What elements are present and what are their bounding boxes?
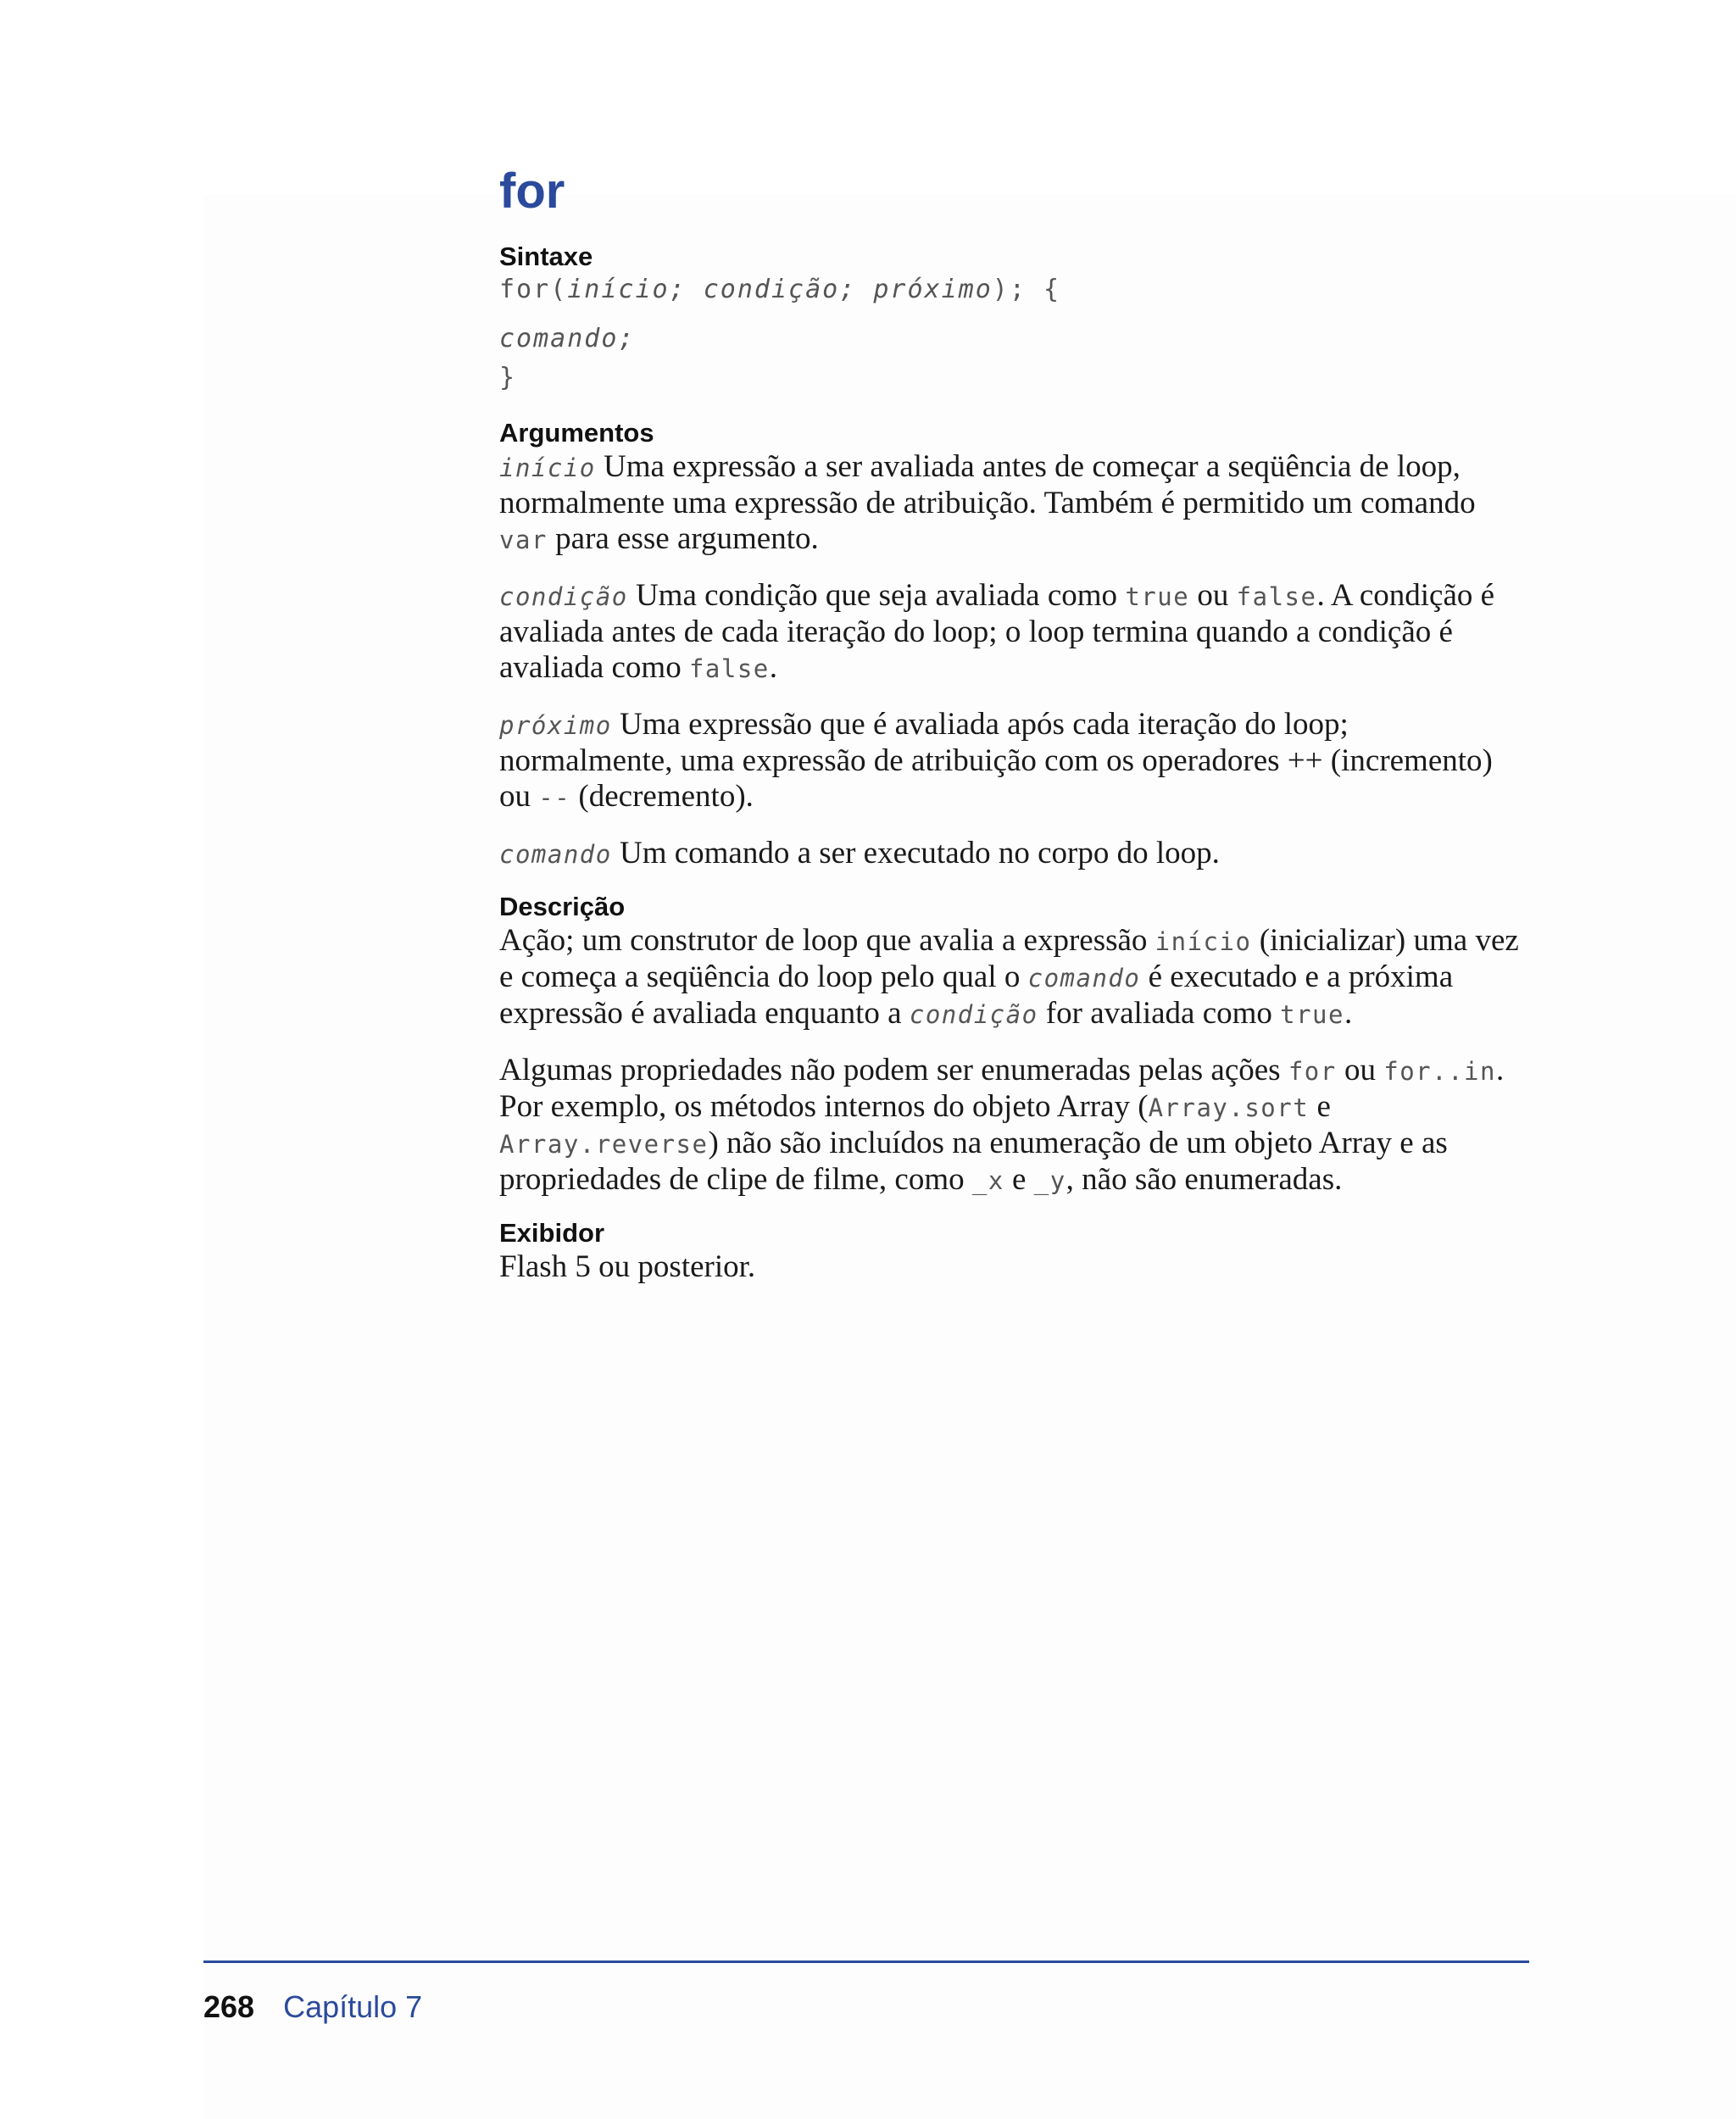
argument-name: condição — [499, 582, 628, 611]
chapter-label: Capítulo 7 — [283, 1989, 423, 2024]
description-text: (inicializar) uma vez e começa a seqüência do loop pelo qual o — [499, 923, 1519, 994]
description-text: e — [1309, 1089, 1331, 1124]
description-text: ou — [1336, 1053, 1384, 1087]
description-text: Ação; um construtor de loop que avalia a expressão — [499, 923, 1155, 958]
argument-text: . — [769, 650, 778, 685]
player-text: Flash 5 ou posterior. — [499, 1249, 756, 1284]
syntax-line-2 — [499, 322, 1529, 356]
argument-name: comando — [499, 840, 612, 869]
description-text: e — [1004, 1162, 1034, 1197]
inline-code: false — [1236, 582, 1317, 611]
syntax-tail: ); { — [992, 275, 1061, 304]
description-text: ) não são incluídos na enumeração de um objeto Array e as propriedades de clipe de filme, como — [499, 1126, 1448, 1197]
description-text: é executado e a próxima expressão é avaliada enquanto a — [499, 959, 1454, 1031]
description-heading: Descrição — [499, 892, 626, 921]
inline-code: true — [1125, 582, 1190, 611]
argument-text: Uma expressão que é avaliada após cada iteração do loop; normalmente, uma expressão de atribuição com os operadores ++ (incremento) ou — [499, 707, 1493, 814]
inline-code: true — [1280, 1000, 1344, 1029]
description-text: for avaliada como — [1038, 996, 1281, 1031]
argument-proximo — [499, 707, 1529, 815]
inline-code: Array.reverse — [499, 1130, 709, 1159]
player-heading: Exibidor — [499, 1218, 605, 1248]
description-section — [499, 891, 1529, 1199]
argument-text: para esse argumento. — [547, 521, 819, 556]
description-text: , não são enumeradas. — [1066, 1162, 1343, 1197]
argument-text: ou — [1189, 578, 1237, 613]
argument-text: Uma condição que seja avaliada como — [627, 578, 1126, 613]
argument-text: (decremento). — [570, 779, 754, 814]
inline-code: -- — [538, 783, 571, 812]
syntax-section — [499, 241, 1529, 395]
description-paragraph-1 — [499, 923, 1529, 1032]
inline-code: var — [499, 526, 548, 554]
page-footer — [203, 1988, 422, 2026]
arguments-section — [499, 417, 1529, 872]
page-content — [499, 161, 1529, 1304]
inline-code: for — [1288, 1057, 1337, 1086]
argument-condicao — [499, 578, 1529, 687]
argument-comando — [499, 836, 1529, 872]
player-section — [499, 1217, 1529, 1285]
argument-text: Uma expressão a ser avaliada antes de começar a seqüência de loop, normalmente uma expressão de atribuição. Também é permitido um comando — [499, 449, 1476, 520]
argument-name: próximo — [499, 711, 612, 740]
description-text: Algumas propriedades não podem ser enumeradas pelas ações — [499, 1053, 1288, 1087]
syntax-line-1 — [499, 273, 1529, 307]
syntax-statement: comando; — [499, 324, 636, 353]
page-number: 268 — [203, 1989, 255, 2024]
footer-divider — [203, 1960, 1529, 1963]
inline-code: início — [1155, 927, 1252, 956]
page-title: for — [499, 164, 565, 219]
description-text: . Por exemplo, os métodos internos do objeto Array ( — [499, 1053, 1505, 1124]
inline-code: false — [688, 654, 770, 683]
argument-inicio — [499, 449, 1529, 558]
argument-name: início — [499, 453, 596, 482]
arguments-heading: Argumentos — [499, 418, 654, 448]
argument-text: . A condição é avaliada antes de cada iteração do loop; o loop termina quando a condição é avaliada como — [499, 578, 1495, 685]
description-text: . — [1344, 996, 1353, 1031]
inline-code: _y — [1033, 1166, 1066, 1195]
inline-code: condição — [909, 1000, 1038, 1029]
inline-code: Array.sort — [1148, 1093, 1310, 1122]
syntax-line-3: } — [499, 363, 517, 392]
argument-text: Um comando a ser executado no corpo do loop. — [611, 836, 1220, 870]
inline-code: for..in — [1383, 1057, 1496, 1086]
inline-code: _x — [971, 1166, 1004, 1195]
inline-code: comando — [1027, 964, 1141, 993]
syntax-heading: Sintaxe — [499, 242, 593, 271]
syntax-arguments: início; condição; próximo — [567, 275, 993, 304]
syntax-keyword: for( — [499, 275, 568, 304]
description-paragraph-2 — [499, 1053, 1529, 1199]
